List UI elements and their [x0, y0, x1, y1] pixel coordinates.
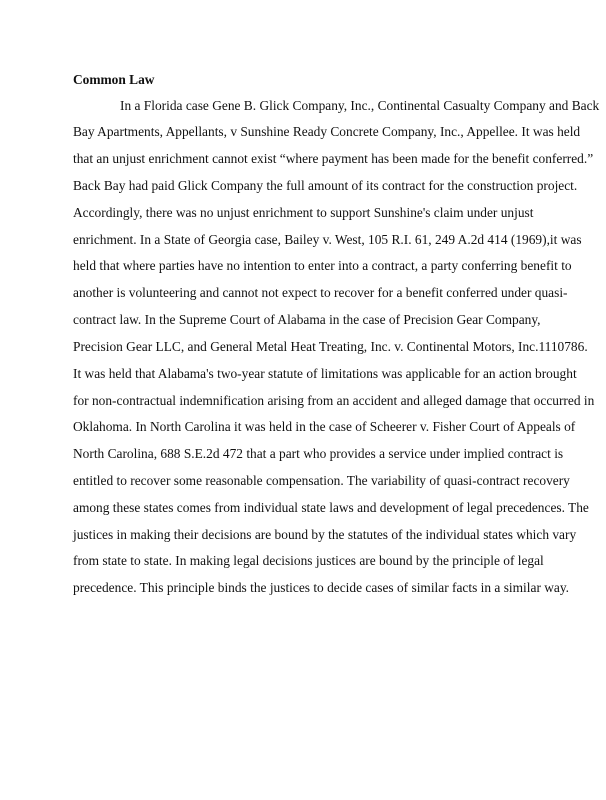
paragraph-line: Back Bay had paid Glick Company the full amount of its contract for the construction project.: [73, 178, 578, 193]
paragraph-line: that an unjust enrichment cannot exist “where payment has been made for the benefit conferred.”: [73, 151, 594, 166]
paragraph-line: enrichment. In a State of Georgia case, Bailey v. West, 105 R.I. 61, 249 A.2d 414 (1969),it was: [73, 232, 582, 247]
paragraph-line: Oklahoma. In North Carolina it was held in the case of Scheerer v. Fisher Court of Appeals of: [73, 419, 576, 434]
paragraph-line: precedence. This principle binds the justices to decide cases of similar facts in a similar way.: [73, 580, 570, 595]
paragraph-line: contract law. In the Supreme Court of Alabama in the case of Precision Gear Company,: [73, 312, 541, 327]
paragraph-line: Precision Gear LLC, and General Metal Heat Treating, Inc. v. Continental Motors, Inc.1110786.: [73, 339, 588, 354]
paragraph-line: among these states comes from individual state laws and development of legal precedences. The: [73, 500, 589, 515]
paragraph-line: Bay Apartments, Appellants, v Sunshine Ready Concrete Company, Inc., Appellee. It was held: [73, 124, 581, 139]
paragraph-line: entitled to recover some reasonable compensation. The variability of quasi-contract recovery: [73, 473, 570, 488]
paragraph-line: from state to state. In making legal decisions justices are bound by the principle of legal: [73, 553, 544, 568]
paragraph-line: held that where parties have no intention to enter into a contract, a party conferring benefit to: [73, 258, 572, 273]
paragraph-line: for non-contractual indemnification arising from an accident and alleged damage that occurred in: [73, 393, 595, 408]
section-heading: Common Law: [73, 72, 155, 87]
paragraph-line: It was held that Alabama's two-year statute of limitations was applicable for an action brought: [73, 366, 577, 381]
paragraph-line: In a Florida case Gene B. Glick Company, Inc., Continental Casualty Company and Back: [120, 98, 600, 113]
paragraph-line: another is volunteering and cannot not expect to recover for a benefit conferred under quasi-: [73, 285, 568, 300]
paragraph-line: North Carolina, 688 S.E.2d 472 that a part who provides a service under implied contract is: [73, 446, 564, 461]
paragraph-line: Accordingly, there was no unjust enrichment to support Sunshine's claim under unjust: [73, 205, 534, 220]
paragraph-line: justices in making their decisions are bound by the statutes of the individual states which vary: [73, 527, 577, 542]
